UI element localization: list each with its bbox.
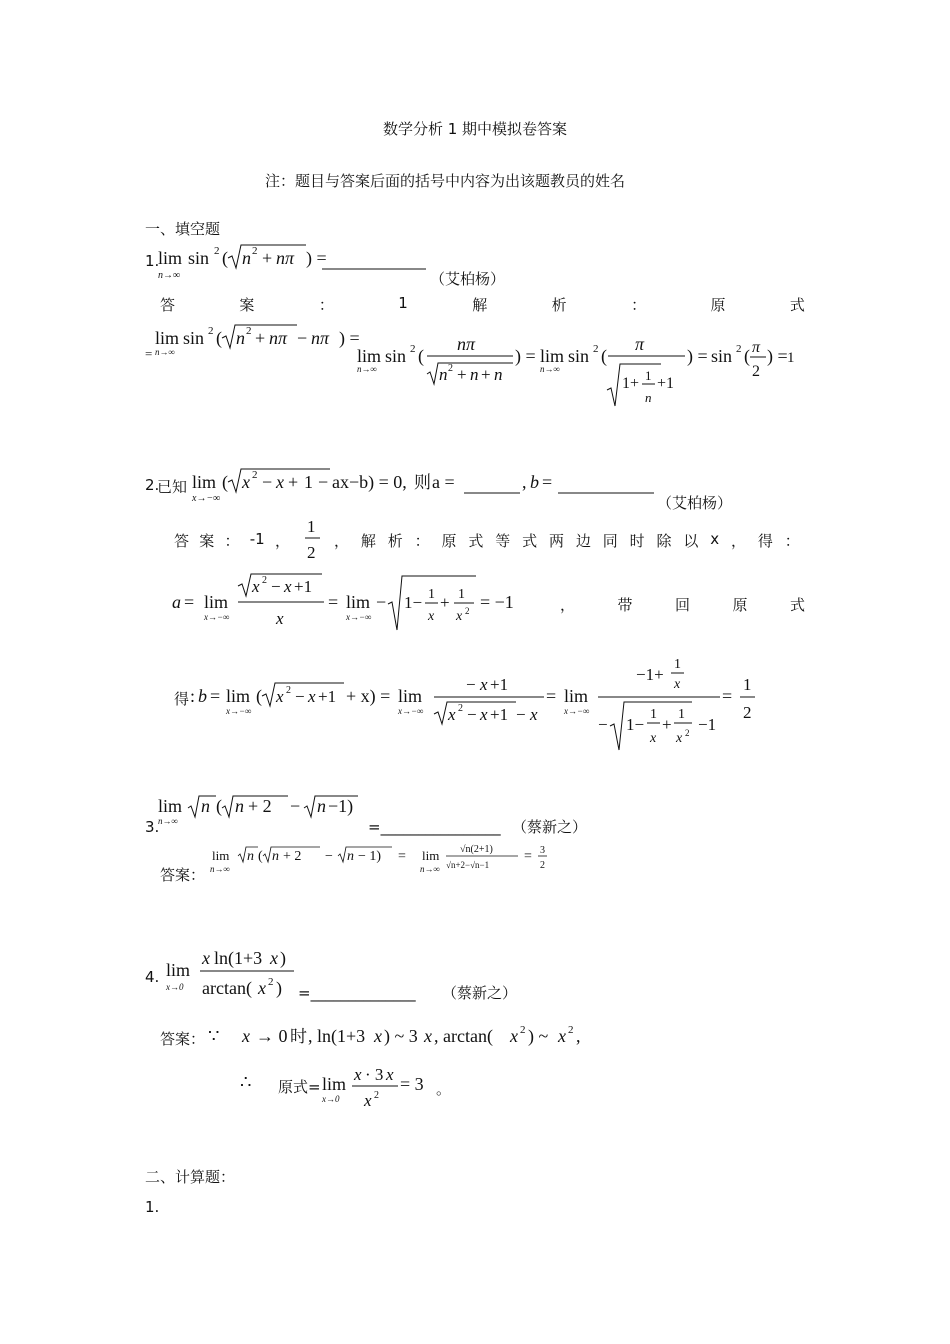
svg-text:lim: lim [158, 248, 183, 268]
q1-solution-formula [145, 322, 805, 414]
svg-text:) ~: ) ~ [528, 1026, 549, 1046]
svg-text:1: 1 [650, 707, 657, 722]
svg-text:n: n [439, 365, 448, 384]
svg-text:n: n [236, 328, 245, 348]
svg-text:+: + [255, 328, 266, 348]
svg-text:时: 时 [290, 1027, 307, 1046]
svg-text:a: a [172, 592, 181, 612]
svg-text:→ 0: → 0 [256, 1026, 288, 1046]
svg-text:2: 2 [568, 1024, 574, 1036]
q4-period: 。 [436, 1080, 452, 1098]
svg-text:2: 2 [374, 1090, 379, 1101]
q4-original-label: 原式= [278, 1078, 321, 1096]
svg-text:x→−∞: x→−∞ [226, 706, 252, 716]
svg-text:−: − [466, 675, 476, 694]
svg-text:n: n [347, 849, 354, 864]
svg-text:sin: sin [711, 346, 733, 366]
svg-text:) =: ) = [515, 346, 536, 366]
therefore-icon [240, 1066, 268, 1096]
svg-text:x→−∞: x→−∞ [204, 612, 230, 622]
svg-text:x→−∞: x→−∞ [398, 706, 424, 716]
svg-text:−: − [598, 715, 608, 734]
svg-text:2: 2 [520, 1024, 526, 1036]
svg-text:): ) [280, 948, 286, 968]
svg-text:): ) [276, 978, 282, 998]
svg-text:n→∞: n→∞ [540, 364, 560, 374]
svg-text:∵: ∵ [208, 1026, 220, 1046]
svg-text:n: n [242, 248, 251, 268]
svg-text:x: x [258, 978, 266, 998]
svg-text:lim: lim [346, 592, 371, 612]
svg-text:2: 2 [252, 245, 258, 257]
q4-blank: =______________ [298, 984, 416, 1002]
svg-text:3: 3 [540, 845, 545, 856]
q2-b13: 以 [683, 532, 699, 550]
svg-text:+ x) =: + x) = [346, 686, 391, 706]
svg-text:x: x [242, 472, 250, 492]
svg-text:lim: lim [422, 848, 440, 863]
svg-text:lim: lim [357, 346, 382, 366]
svg-text:n: n [272, 849, 279, 864]
svg-text:n→∞: n→∞ [158, 816, 178, 826]
svg-text:(: ( [222, 472, 228, 492]
svg-text:(: ( [216, 328, 222, 348]
svg-text:=: = [542, 472, 553, 492]
svg-text:x: x [510, 1026, 518, 1046]
q2-b5: 式 [468, 532, 484, 550]
svg-text:1: 1 [743, 675, 752, 694]
q2-number: 2. [145, 476, 160, 494]
q3-question-formula [158, 792, 378, 828]
q2-b3: ： [414, 532, 430, 550]
section-calculation: 二、计算题： [145, 1168, 236, 1186]
q1-result: 1 [787, 350, 795, 366]
svg-text:ax−b) = 0,: ax−b) = 0, [332, 472, 407, 492]
svg-text:) ~ 3: ) ~ 3 [384, 1026, 418, 1046]
svg-text:(: ( [256, 686, 262, 706]
svg-text:x: x [674, 677, 681, 692]
svg-text:· 3: · 3 [365, 1065, 384, 1084]
svg-text:x: x [428, 609, 435, 624]
q1-answer-line [160, 294, 805, 315]
svg-text:) =: ) = [767, 346, 788, 366]
svg-text:) =: ) = [306, 248, 327, 268]
svg-text:2: 2 [593, 343, 599, 355]
q2-a1: 案 [199, 532, 215, 550]
svg-text:+1: +1 [490, 705, 509, 724]
q2-c4: 式 [789, 596, 805, 614]
svg-text:n→∞: n→∞ [158, 270, 181, 281]
svg-text:2: 2 [685, 728, 690, 738]
svg-text:lim: lim [212, 848, 230, 863]
q2-question-formula [192, 464, 662, 506]
q2-b14: x [710, 530, 720, 548]
svg-text:x: x [276, 472, 284, 492]
svg-text:2: 2 [208, 325, 214, 337]
svg-text:sin: sin [385, 346, 407, 366]
q2-c0: ， [560, 596, 576, 614]
svg-text:+1: +1 [318, 687, 337, 706]
svg-text:+: + [262, 248, 273, 268]
svg-text:n→∞: n→∞ [420, 864, 440, 874]
svg-text:−: − [297, 328, 308, 348]
svg-text:1: 1 [304, 472, 313, 492]
svg-text:2: 2 [736, 343, 742, 355]
q2-c2: 回 [674, 596, 690, 614]
q2-a3: -1 [249, 530, 265, 548]
q2-author: （艾柏杨） [657, 494, 733, 512]
svg-text:nπ: nπ [311, 328, 330, 348]
q2-b11: 时 [629, 532, 645, 550]
svg-text:(: ( [744, 346, 750, 366]
svg-text:(: ( [601, 346, 607, 366]
svg-text:= 3: = 3 [400, 1074, 424, 1094]
svg-text:√n(2+1): √n(2+1) [460, 844, 493, 855]
svg-text:sin: sin [183, 328, 205, 348]
svg-text:2: 2 [540, 860, 545, 871]
svg-text:x: x [558, 1026, 566, 1046]
svg-text:π: π [635, 334, 645, 354]
svg-text:n: n [247, 849, 254, 864]
q4-question-formula [166, 944, 306, 1000]
svg-text:n: n [470, 365, 479, 384]
svg-text:nπ: nπ [269, 328, 288, 348]
q1-w7: 原 [710, 296, 726, 314]
svg-text:n: n [235, 796, 244, 816]
svg-text:x: x [270, 948, 278, 968]
svg-text:− 1): − 1) [358, 849, 382, 864]
svg-text:=: = [546, 686, 557, 706]
svg-text:π: π [752, 339, 761, 356]
q2-c3: 原 [732, 596, 748, 614]
svg-text:lim: lim [166, 960, 191, 980]
svg-text:x: x [276, 609, 284, 628]
svg-text:−: − [467, 705, 477, 724]
svg-text:, arctan(: , arctan( [434, 1026, 493, 1046]
q4-answer-label: 答案： [160, 1030, 206, 1048]
svg-text:n→∞: n→∞ [155, 347, 175, 357]
svg-text:x: x [308, 687, 316, 706]
q2-b0: ， [334, 532, 350, 550]
q2-prefix: 已知 [157, 478, 188, 496]
svg-text:(: ( [418, 346, 424, 366]
svg-text:x: x [480, 675, 488, 694]
q4-number: 4. [145, 968, 160, 986]
svg-text:, ln(1+3: , ln(1+3 [308, 1026, 366, 1046]
q2-b12: 除 [656, 532, 672, 550]
q2-b9: 边 [575, 532, 591, 550]
calc1-number: 1. [145, 1198, 160, 1216]
svg-text:=: = [145, 346, 153, 361]
svg-text:n→∞: n→∞ [357, 364, 377, 374]
svg-text:x→0: x→0 [166, 982, 184, 992]
svg-text:1: 1 [678, 707, 685, 722]
svg-text:lim: lim [226, 686, 251, 706]
q2-answer-lead [174, 530, 290, 551]
q3-author: （蔡新之） [512, 818, 588, 836]
svg-text:n: n [645, 390, 652, 405]
q2-b16: 得 [757, 532, 773, 550]
svg-text:=: = [184, 592, 195, 612]
svg-text:=: = [210, 686, 221, 706]
svg-text:lim: lim [540, 346, 565, 366]
svg-text:+: + [662, 715, 672, 734]
q1-w2: ： [318, 296, 334, 314]
svg-text:sin: sin [188, 248, 210, 268]
svg-text:2: 2 [252, 469, 258, 481]
svg-text:2: 2 [286, 685, 291, 696]
svg-text:n→∞: n→∞ [210, 864, 230, 874]
svg-text:n: n [494, 365, 503, 384]
svg-text:sin: sin [568, 346, 590, 366]
svg-text:+1: +1 [490, 675, 509, 694]
svg-text:2: 2 [268, 976, 274, 988]
q2-b1: 解 [360, 532, 376, 550]
q1-w6: ： [631, 296, 647, 314]
svg-text:lim: lim [204, 592, 229, 612]
svg-text:(: ( [216, 796, 222, 816]
svg-text:−: − [262, 472, 273, 492]
q2-half-fraction [302, 514, 324, 564]
svg-text:−: − [376, 592, 387, 612]
svg-text:nπ: nπ [457, 334, 476, 354]
q2-b6: 等 [495, 532, 511, 550]
svg-text:=: = [398, 849, 406, 864]
svg-text:x: x [364, 1091, 372, 1110]
svg-text:2: 2 [410, 343, 416, 355]
q2-substitute-text [560, 594, 805, 615]
svg-text:nπ: nπ [276, 248, 295, 268]
svg-text:+1: +1 [294, 577, 313, 596]
svg-text:−: − [271, 577, 281, 596]
q2-b10: 同 [602, 532, 618, 550]
q2-a0: 答 [174, 532, 190, 550]
svg-text:−: − [516, 705, 526, 724]
svg-text:+: + [481, 365, 491, 384]
svg-text::: : [190, 686, 196, 706]
q2-de-label: 得 [174, 690, 190, 708]
svg-text:1−: 1− [626, 715, 645, 734]
svg-text:x→−∞: x→−∞ [346, 612, 372, 622]
svg-text:2: 2 [214, 245, 220, 257]
svg-text:x: x [374, 1026, 382, 1046]
svg-text:x: x [480, 705, 488, 724]
svg-text:−: − [295, 687, 305, 706]
svg-text:n: n [317, 796, 326, 816]
svg-text:x: x [284, 577, 292, 596]
svg-text:x: x [276, 687, 284, 706]
q3-answer-formula [210, 840, 580, 876]
svg-text:x: x [530, 705, 538, 724]
q2-c1: 带 [617, 596, 633, 614]
q1-number: 1. [145, 252, 160, 270]
svg-text:=: = [524, 849, 532, 864]
q2-b8: 两 [549, 532, 565, 550]
svg-text:lim: lim [192, 472, 217, 492]
svg-text:,: , [576, 1026, 581, 1046]
svg-text:lim: lim [398, 686, 423, 706]
q1-w8: 式 [789, 296, 805, 314]
q2-b17: ： [784, 532, 800, 550]
svg-text:−: − [290, 796, 301, 816]
svg-text:lim: lim [158, 796, 183, 816]
svg-text:(: ( [258, 849, 263, 864]
svg-text:−1): −1) [328, 796, 354, 816]
page-note: 注：题目与答案后面的括号中内容为出该题教员的姓名 [264, 172, 625, 190]
svg-text:lim: lim [564, 686, 589, 706]
svg-text:x: x [650, 731, 657, 746]
svg-text:x: x [354, 1065, 362, 1084]
svg-text:=: = [328, 592, 339, 612]
svg-text:x→−∞: x→−∞ [564, 706, 590, 716]
svg-text:1: 1 [458, 587, 465, 602]
svg-text:−: − [325, 849, 333, 864]
svg-text:) =: ) = [687, 346, 708, 366]
svg-text:x: x [242, 1026, 250, 1046]
svg-text:x: x [252, 577, 260, 596]
svg-text:x→−∞: x→−∞ [192, 493, 221, 504]
svg-text:x: x [456, 609, 463, 624]
svg-text:n: n [201, 796, 210, 816]
svg-text:+ 2: + 2 [283, 849, 302, 864]
q1-w4: 解 [472, 296, 488, 314]
svg-text:lim: lim [322, 1074, 347, 1094]
svg-text:2: 2 [246, 325, 252, 337]
svg-text:arctan(: arctan( [202, 978, 252, 998]
svg-text:1: 1 [645, 368, 652, 383]
svg-text:x: x [676, 731, 683, 746]
q3-blank: =________________ [368, 818, 501, 836]
svg-text:2: 2 [465, 606, 470, 616]
svg-text:+ 2: + 2 [248, 796, 272, 816]
svg-text:2: 2 [458, 703, 463, 714]
svg-text:a =: a = [432, 472, 455, 492]
q1-question-formula [158, 240, 438, 282]
q1-w1: 案 [239, 296, 255, 314]
svg-text:ln(1+3: ln(1+3 [214, 948, 263, 968]
svg-text:=: = [722, 686, 733, 706]
section-fill-blank: 一、填空题 [145, 220, 221, 238]
q4-answer-equiv [208, 1022, 598, 1052]
page-title: 数学分析 1 期中模拟卷答案 [382, 120, 568, 138]
svg-text:x: x [386, 1065, 394, 1084]
q1-author: （艾柏杨） [430, 270, 506, 288]
svg-text:1: 1 [307, 517, 316, 536]
q4-author: （蔡新之） [442, 984, 518, 1002]
q1-w0: 答 [160, 296, 176, 314]
q2-b15: ， [731, 532, 747, 550]
svg-text:1+: 1+ [622, 375, 640, 392]
svg-text:x→0: x→0 [322, 1094, 340, 1104]
svg-text:−1: −1 [698, 715, 717, 734]
svg-text:lim: lim [155, 328, 180, 348]
q2-b-formula [190, 652, 760, 752]
svg-text:,: , [522, 472, 527, 492]
svg-text:2: 2 [262, 575, 267, 586]
q1-w5: 析 [551, 296, 567, 314]
q2-a4: ， [274, 532, 290, 550]
svg-text:x: x [448, 705, 456, 724]
svg-text:x: x [202, 948, 210, 968]
q2-b2: 析 [387, 532, 403, 550]
svg-text:√n+2−√n−1: √n+2−√n−1 [446, 860, 490, 870]
svg-text:1: 1 [674, 657, 681, 672]
q2-b7: 式 [522, 532, 538, 550]
svg-text:2: 2 [752, 363, 760, 380]
q2-a-formula [172, 572, 532, 634]
svg-text:+: + [440, 593, 450, 612]
svg-text:则: 则 [414, 473, 431, 492]
svg-text:∴: ∴ [240, 1072, 252, 1092]
svg-text:1−: 1− [404, 593, 423, 612]
svg-text:(: ( [222, 248, 228, 268]
svg-text:−1+: −1+ [636, 665, 664, 684]
svg-text:x: x [424, 1026, 432, 1046]
svg-text:1: 1 [428, 587, 435, 602]
q2-answer-explain [334, 530, 800, 551]
q1-w3: 1 [398, 294, 408, 312]
svg-text:+: + [457, 365, 467, 384]
svg-text:2: 2 [448, 363, 453, 374]
q2-a2: ： [224, 532, 240, 550]
svg-text:+: + [288, 472, 299, 492]
svg-text:2: 2 [743, 703, 752, 722]
svg-text:b: b [530, 472, 539, 492]
svg-text:+1: +1 [657, 375, 675, 392]
q3-answer-label: 答案： [160, 866, 206, 884]
q2-b4: 原 [441, 532, 457, 550]
svg-text:) =: ) = [339, 328, 360, 348]
svg-text:−: − [318, 472, 329, 492]
q4-final-formula [322, 1062, 432, 1112]
svg-text:b: b [198, 686, 207, 706]
svg-text:= −1: = −1 [480, 592, 514, 612]
q3-number: 3. [145, 818, 160, 836]
svg-text:2: 2 [307, 543, 316, 562]
